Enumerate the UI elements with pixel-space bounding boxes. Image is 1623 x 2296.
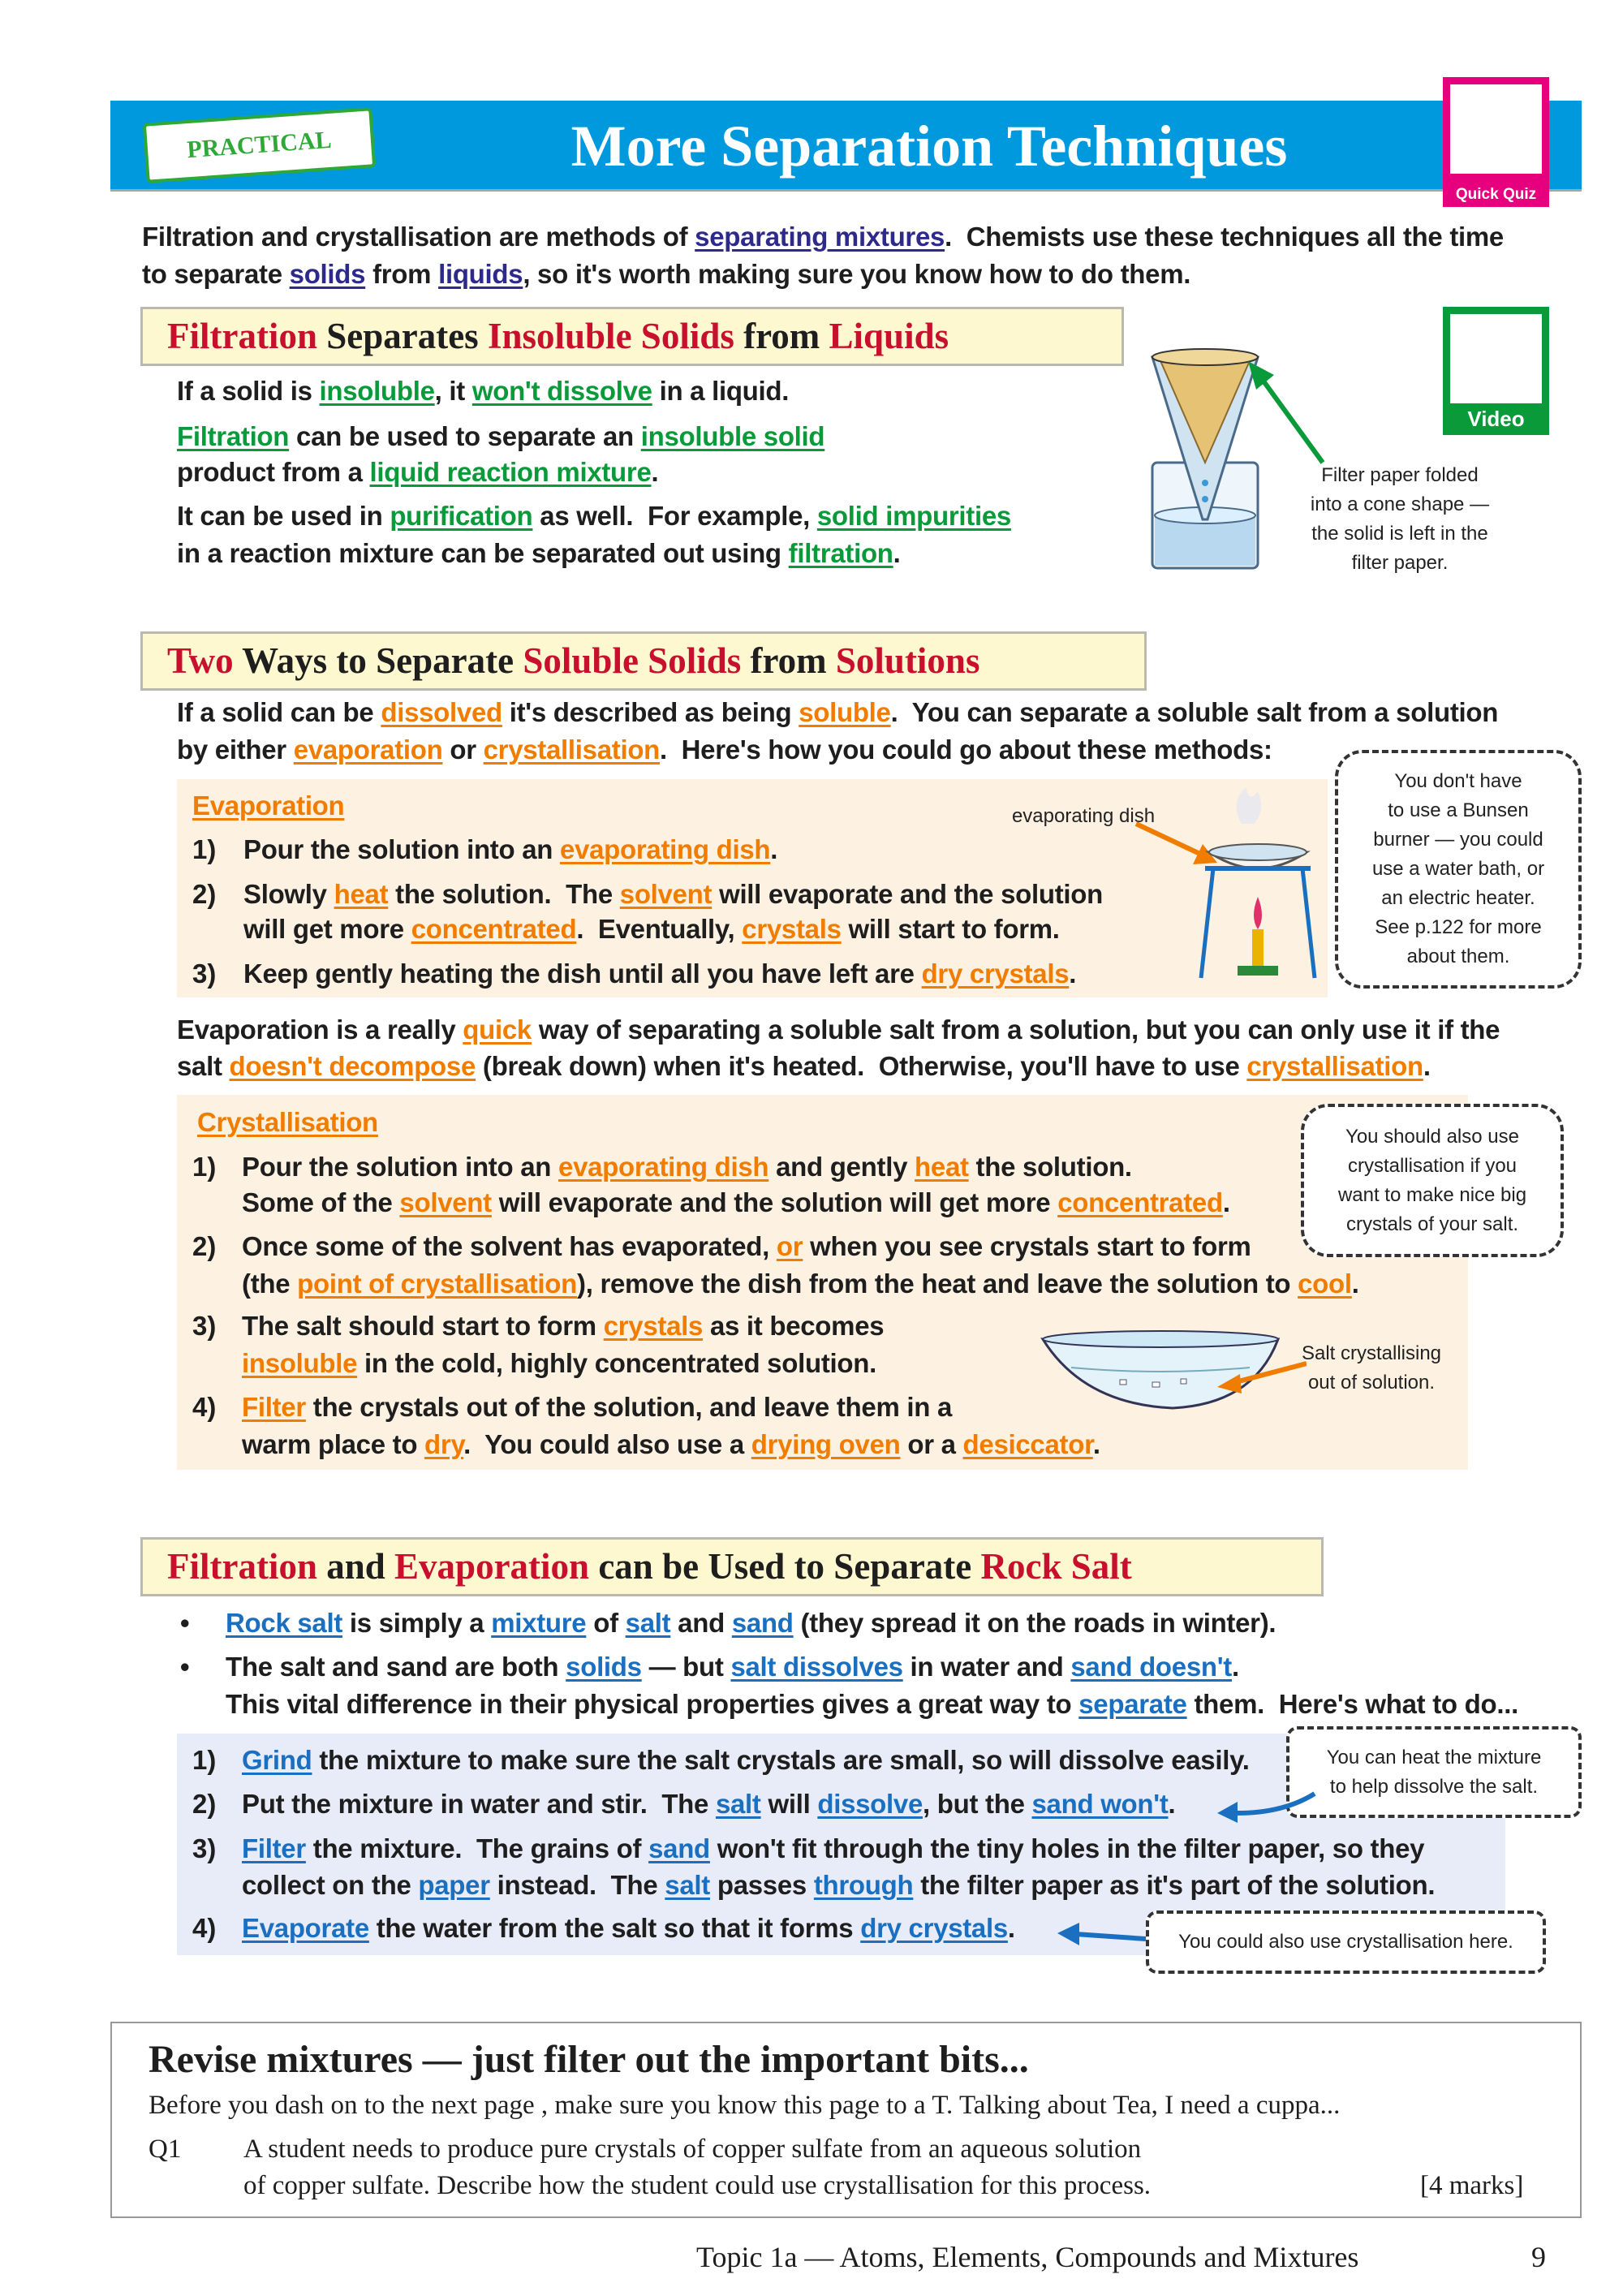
text-segment: The salt and sand are both [226, 1652, 566, 1682]
filter-caption [1290, 461, 1509, 578]
text-segment: will start to form. [841, 914, 1060, 944]
text-segment: (the [242, 1269, 298, 1299]
keyword-link: solids [289, 259, 366, 289]
text-line [177, 420, 824, 453]
text-segment: If a solid can be [177, 697, 381, 727]
note-line: You don't have [1394, 770, 1522, 792]
text-segment: . Here's how you could go about these methods: [660, 734, 1272, 765]
step-text [242, 1833, 1424, 1865]
step-text [243, 878, 1103, 911]
keyword-link: Filter [242, 1392, 306, 1422]
bullet: • [180, 1652, 190, 1682]
text-segment: Separates [316, 316, 488, 356]
step-number: 3) [192, 1833, 217, 1863]
evaporation-title [192, 790, 344, 822]
keyword-link: evaporating dish [558, 1152, 769, 1182]
practical-badge: PRACTICAL [143, 107, 376, 183]
step-text [242, 1230, 1251, 1263]
bullet: • [180, 1608, 190, 1638]
text-line [177, 1014, 1500, 1046]
keyword-link: filtration [788, 538, 893, 568]
keyword-link: heat [915, 1152, 969, 1182]
qr-code-placeholder [1450, 314, 1542, 403]
note-line: to use a Bunsen [1388, 799, 1529, 821]
text-segment: the crystals out of the solution, and leave them in a [305, 1392, 953, 1422]
keyword-link: Evaporation [192, 790, 345, 821]
crystallisation-here-note: You could also use crystallisation here. [1146, 1910, 1546, 1974]
text-segment: the mixture. The grains of [305, 1833, 649, 1863]
text-segment: passes [709, 1870, 814, 1900]
step-text [242, 1869, 1435, 1902]
text-segment: will [760, 1789, 818, 1819]
text-segment: . [770, 834, 778, 864]
text-segment: If a solid is [177, 376, 320, 406]
crystallising-dish [1043, 1339, 1278, 1408]
bullet-text [226, 1688, 1518, 1721]
keyword-link: doesn't decompose [229, 1051, 476, 1081]
text-segment: will evaporate and the solution will get more [491, 1187, 1058, 1217]
keyword-link: won't dissolve [471, 376, 652, 406]
text-segment: way of separating a soluble salt from a solution, but you can only use it if the [532, 1014, 1500, 1045]
text-segment: as well. For example, [532, 501, 817, 531]
caption-line: Salt crystallising [1301, 1342, 1442, 1364]
keyword-link: Evaporate [242, 1913, 369, 1943]
evaporating-dish-label: evaporating dish [1011, 805, 1156, 827]
question-number: Q1 [149, 2134, 182, 2164]
text-segment: or a [900, 1429, 963, 1459]
step-text [242, 1788, 1175, 1820]
text-segment: in the cold, highly concentrated solution. [357, 1348, 876, 1378]
keyword-link: separating mixtures [695, 222, 945, 252]
text-segment: warm place to [242, 1429, 425, 1459]
text-segment: — but [641, 1652, 731, 1682]
text-line [177, 734, 1272, 766]
text-segment: . [1168, 1789, 1176, 1819]
step-text [242, 1347, 876, 1380]
text-segment: will get more [243, 914, 411, 944]
keyword-link: dry crystals [921, 958, 1070, 989]
note-line: crystallisation if you [1347, 1154, 1518, 1177]
text-segment: and [316, 1546, 395, 1587]
text-line [177, 1050, 1431, 1083]
arrow-icon [1242, 357, 1331, 471]
note-line: want to make nice big [1337, 1183, 1527, 1206]
keyword-link: drying oven [751, 1429, 901, 1459]
footer-topic: Topic 1a — Atoms, Elements, Compounds and Mixtures [696, 2241, 1359, 2273]
text-segment: Pour the solution into an [243, 834, 561, 864]
keyword-link: quick [463, 1014, 532, 1045]
text-segment: by either [177, 734, 294, 765]
note-line: You can heat the mixture [1326, 1746, 1542, 1768]
step-text [243, 834, 777, 866]
keyword-link: purification [390, 501, 533, 531]
text-segment: . [1222, 1187, 1230, 1217]
keyword-link: desiccator [962, 1429, 1093, 1459]
arrow-icon [1055, 1919, 1148, 1952]
text-segment: collect on the [242, 1870, 419, 1900]
bullet-text [226, 1607, 1276, 1639]
text-segment: . [1423, 1051, 1431, 1081]
keyword-link: salt [715, 1789, 761, 1819]
text-segment: (they spread it on the roads in winter). [793, 1608, 1276, 1638]
text-segment: , but the [923, 1789, 1032, 1819]
step-number: 4) [192, 1913, 217, 1943]
step-text [242, 1268, 1359, 1300]
text-segment: the water from the salt so that it forms [368, 1913, 861, 1943]
text-segment: The salt should start to form [242, 1311, 604, 1341]
caption-line: out of solution. [1307, 1372, 1436, 1394]
question-text: A student needs to produce pure crystals of copper sulfate from an aqueous solution [243, 2134, 1142, 2164]
text-segment: (break down) when it's heated. Otherwise, you'll have to use [476, 1051, 1247, 1081]
heat-note [1286, 1726, 1582, 1818]
note-line: See p.122 for more [1375, 916, 1542, 938]
keyword-link: crystallisation [483, 734, 661, 765]
text-segment: . [1231, 1652, 1239, 1682]
text-segment: ), remove the dish from the heat and leave the solution to [577, 1269, 1298, 1299]
bunsen-note [1335, 750, 1582, 989]
keyword-link: mixture [491, 1608, 587, 1638]
text-segment: the solution. [968, 1152, 1132, 1182]
intro-line [142, 258, 1190, 291]
text-segment: salt [177, 1051, 230, 1081]
text-segment: from [734, 316, 829, 356]
keyword-link: dry [424, 1429, 464, 1459]
step-number: 2) [192, 1231, 217, 1261]
step-number: 4) [192, 1392, 217, 1422]
text-segment: This vital difference in their physical properties gives a great way to [226, 1689, 1079, 1719]
text-segment: It can be used in [177, 501, 390, 531]
text-segment: Keep gently heating the dish until all you have left are [243, 958, 922, 989]
keyword-link: insoluble [242, 1348, 358, 1378]
steam [1237, 787, 1261, 824]
text-segment: Filtration and crystallisation are methods of [142, 222, 695, 252]
keyword-link: insoluble [319, 376, 435, 406]
heading-keyword: Insoluble Solids [487, 316, 734, 356]
keyword-link: dry crystals [860, 1913, 1008, 1943]
keyword-link: cool [1298, 1269, 1352, 1299]
crystallisation-note [1301, 1104, 1564, 1257]
text-segment: . Eventually, [576, 914, 743, 944]
text-segment: . [1069, 958, 1077, 989]
heading-keyword: Evaporation [394, 1546, 590, 1587]
text-segment: as it becomes [703, 1311, 885, 1341]
keyword-link: through [813, 1870, 914, 1900]
text-segment: from [365, 259, 439, 289]
quick-quiz-button[interactable] [1443, 77, 1549, 207]
arrow-icon [1136, 824, 1205, 856]
caption-line: the solid is left in the [1311, 523, 1488, 545]
step-text [242, 1912, 1015, 1945]
note-line: crystals of your salt. [1345, 1213, 1519, 1235]
keyword-link: insoluble solid [640, 421, 825, 451]
keyword-link: Rock salt [226, 1608, 343, 1638]
step-text [242, 1310, 884, 1342]
text-line [177, 537, 901, 570]
keyword-link: salt dissolves [730, 1652, 903, 1682]
page-number: 9 [1531, 2241, 1546, 2273]
keyword-link: liquid reaction mixture [369, 457, 652, 487]
step-text [242, 1391, 952, 1424]
heading-keyword: Filtration [167, 316, 317, 356]
text-segment: Ways to Separate [233, 640, 523, 681]
caption-line: into a cone shape — [1310, 493, 1490, 515]
question-text: of copper sulfate. Describe how the student could use crystallisation for this process. [243, 2171, 1152, 2200]
text-segment: . [651, 457, 659, 487]
keyword-link: heat [334, 879, 389, 909]
keyword-link: solvent [619, 879, 712, 909]
text-segment: . You can separate a soluble salt from a solution [890, 697, 1499, 727]
quick-quiz-label: Quick Quiz [1455, 186, 1537, 203]
bullet-text [226, 1651, 1239, 1683]
step-number: 3) [192, 958, 217, 989]
evaporation-apparatus-illustration [1128, 783, 1323, 994]
keyword-link: sand won't [1031, 1789, 1169, 1819]
step-text [242, 1428, 1100, 1461]
text-segment: the filter paper as it's part of the solution. [913, 1870, 1436, 1900]
keyword-link: dissolved [381, 697, 502, 727]
text-segment: the solution. The [388, 879, 620, 909]
step-number: 1) [192, 1745, 217, 1775]
keyword-link: solvent [399, 1187, 492, 1217]
dish-caption [1290, 1339, 1453, 1398]
keyword-link: salt [665, 1870, 710, 1900]
text-segment: , it [434, 376, 472, 406]
step-text [242, 1187, 1230, 1219]
keyword-link: or [776, 1231, 803, 1261]
keyword-link: soluble [799, 697, 891, 727]
heading-keyword: Soluble Solids [523, 640, 742, 681]
text-segment: . You could also use a [463, 1429, 751, 1459]
text-segment: in a reaction mixture can be separated out using [177, 538, 789, 568]
step-text [242, 1744, 1250, 1777]
heading-keyword: Two [167, 640, 234, 681]
keyword-link: Filter [242, 1833, 306, 1863]
keyword-link: Crystallisation [197, 1107, 378, 1137]
text-segment: in a liquid. [652, 376, 790, 406]
keyword-link: Grind [242, 1745, 312, 1775]
keyword-link: sand [648, 1833, 710, 1863]
revise-title: Revise mixtures — just filter out the important bits... [149, 2038, 1029, 2081]
note-line: You should also use [1345, 1125, 1519, 1148]
keyword-link: paper [418, 1870, 490, 1900]
text-segment: Slowly [243, 879, 334, 909]
text-segment: , so it's worth making sure you know how to do them. [523, 259, 1191, 289]
keyword-link: separate [1078, 1689, 1187, 1719]
keyword-link: solid impurities [816, 501, 1011, 531]
keyword-link: dissolve [817, 1789, 923, 1819]
caption-line: Filter paper folded [1321, 464, 1479, 486]
step-text [243, 958, 1076, 990]
text-segment: . [1351, 1269, 1359, 1299]
heading-keyword: Solutions [835, 640, 980, 681]
text-segment: . Chemists use these techniques all the time [945, 222, 1504, 252]
text-line [177, 500, 1011, 532]
page-title: More Separation Techniques [570, 114, 1288, 179]
keyword-link: concentrated [1057, 1187, 1223, 1217]
keyword-link: liquids [438, 259, 523, 289]
text-line [177, 456, 658, 489]
text-segment: can be used to separate an [289, 421, 641, 451]
revise-text: Before you dash on to the next page , make sure you know this page to a T. Talking about Tea, I need a cuppa... [149, 2091, 1341, 2120]
text-segment: Put the mixture in water and stir. The [242, 1789, 716, 1819]
step-number: 1) [192, 1152, 217, 1182]
text-segment: product from a [177, 457, 370, 487]
step-text [243, 913, 1060, 946]
arrow-icon [1213, 1786, 1319, 1826]
section-heading-soluble [140, 631, 1147, 691]
text-segment: when you see crystals start to form [803, 1231, 1251, 1261]
keyword-link: solids [566, 1652, 642, 1682]
keyword-link: crystals [603, 1311, 704, 1341]
note-line: use a water bath, or [1371, 858, 1545, 880]
text-segment: Pour the solution into an [242, 1152, 559, 1182]
text-segment: Evaporation is a really [177, 1014, 463, 1045]
text-segment: . [1092, 1429, 1100, 1459]
note-line: to help dissolve the salt. [1329, 1775, 1539, 1798]
note-line: about them. [1406, 946, 1510, 967]
text-segment: and gently [768, 1152, 915, 1182]
text-segment: won't fit through the tiny holes in the filter paper, so they [709, 1833, 1425, 1863]
heading-keyword: Filtration [167, 1546, 317, 1587]
note-line: burner — you could [1373, 829, 1543, 851]
step-number: 1) [192, 834, 217, 864]
step-number: 2) [192, 879, 217, 909]
crystallising-dish-illustration [1039, 1327, 1307, 1416]
text-segment: Some of the [242, 1187, 400, 1217]
step-number: 3) [192, 1311, 217, 1341]
keyword-link: evaporating dish [560, 834, 771, 864]
flame [1254, 897, 1262, 929]
video-label: Video [1467, 407, 1525, 431]
text-segment: and [670, 1608, 732, 1638]
crystallisation-title [197, 1106, 378, 1139]
text-segment: or [442, 734, 484, 765]
note-line: an electric heater. [1381, 887, 1535, 909]
keyword-link: point of crystallisation [297, 1269, 578, 1299]
text-line [177, 696, 1498, 729]
text-segment: Once some of the solvent has evaporated, [242, 1231, 777, 1261]
text-segment: can be Used to Separate [589, 1546, 981, 1587]
text-segment: in water and [902, 1652, 1071, 1682]
video-button[interactable] [1443, 307, 1549, 435]
text-line [177, 375, 789, 407]
text-segment: from [741, 640, 836, 681]
text-segment: is simply a [342, 1608, 492, 1638]
step-text [242, 1151, 1132, 1183]
heading-keyword: Rock Salt [980, 1546, 1132, 1587]
caption-line: filter paper. [1351, 552, 1449, 574]
text-segment: . [893, 538, 901, 568]
text-segment: will evaporate and the solution [712, 879, 1104, 909]
keyword-link: crystals [742, 914, 842, 944]
keyword-link: sand doesn't [1070, 1652, 1232, 1682]
keyword-link: evaporation [293, 734, 443, 765]
heading-keyword: Liquids [829, 316, 949, 356]
keyword-link: sand [731, 1608, 794, 1638]
text-segment: to separate [142, 259, 290, 289]
text-segment: it's described as being [502, 697, 799, 727]
text-segment: the mixture to make sure the salt crystals are small, so will dissolve easily. [312, 1745, 1250, 1775]
keyword-link: crystallisation [1246, 1051, 1423, 1081]
keyword-link: concentrated [411, 914, 577, 944]
text-segment: . [1007, 1913, 1015, 1943]
step-number: 2) [192, 1789, 217, 1819]
qr-code-placeholder [1450, 84, 1542, 174]
question-marks: [4 marks] [1420, 2171, 1524, 2200]
text-segment: instead. The [489, 1870, 665, 1900]
text-segment: of [586, 1608, 626, 1638]
text-segment: them. Here's what to do... [1186, 1689, 1518, 1719]
section-heading-filtration [140, 307, 1124, 366]
section-heading-rock-salt [140, 1537, 1324, 1596]
keyword-link: Filtration [177, 421, 290, 451]
keyword-link: salt [625, 1608, 671, 1638]
intro-line [142, 221, 1504, 253]
bunsen-burner [1252, 929, 1264, 966]
